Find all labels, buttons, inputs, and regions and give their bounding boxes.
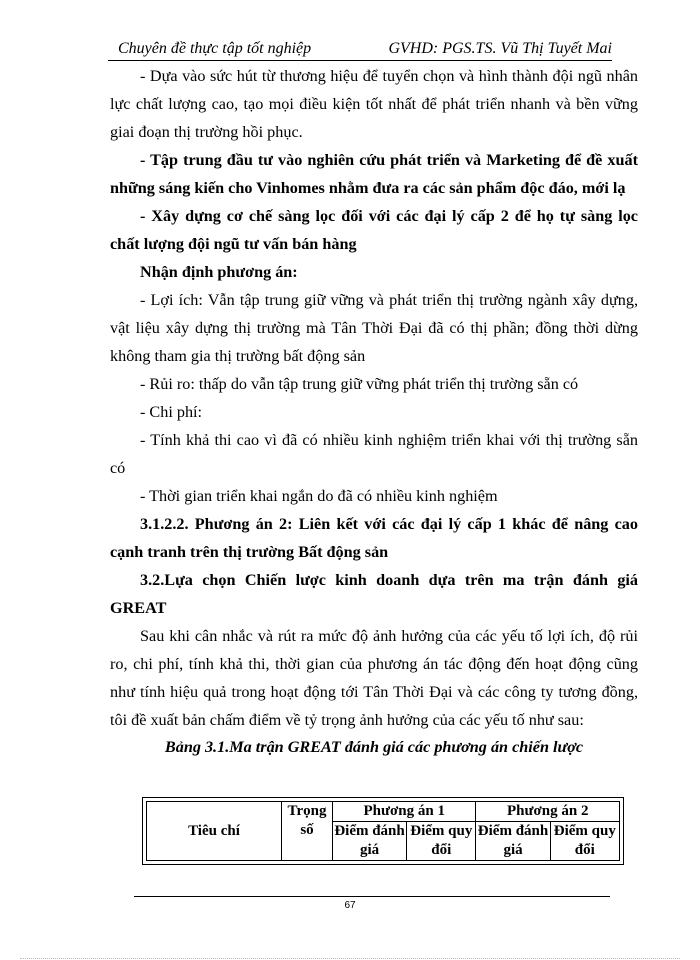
paragraph: - Thời gian triển khai ngắn do đã có nhiều kinh nghiệm: [140, 487, 498, 505]
option2-header: Phương án 2: [476, 802, 620, 822]
paragraph: - Tập trung đầu tư vào nghiên cứu phát triển và Marketing để đề xuất những sáng kiến cho Vinhomes nhằm đưa ra các sản phẩm độc đáo, mới lạ: [110, 151, 638, 197]
table-header-row: [147, 802, 620, 822]
paragraph: - Rủi ro: thấp do vẫn tập trung giữ vững phát triển thị trường sẵn có: [140, 375, 579, 393]
paragraph: - Dựa vào sức hút từ thương hiệu để tuyển chọn và hình thành đội ngũ nhân lực chất lượng cao, tạo mọi điều kiện tốt nhất để phát triển nhanh và bền vững giai đoạn thị trường hồi phục.: [110, 67, 638, 141]
paragraph: - Xây dựng cơ chế sàng lọc đối với các đại lý cấp 2 để họ tự sàng lọc chất lượng đội ngũ tư vấn bán hàng: [110, 207, 638, 253]
header-left: Chuyên đề thực tập tốt nghiệp: [118, 40, 312, 57]
weight-header: Trọng số: [282, 802, 333, 861]
option1-header: Phương án 1: [333, 802, 476, 822]
option1-score-header: Điểm đánh giá: [333, 822, 407, 861]
page-number: 67: [344, 900, 356, 911]
footer-divider: [134, 896, 610, 897]
page-header: [108, 38, 612, 61]
page-body: [110, 62, 638, 756]
paragraph: - Lợi ích: Vẫn tập trung giữ vững và phát triển thị trường ngành xây dựng, vật liệu xây dựng thị trường mà Tân Thời Đại đã có thị phần; đồng thời dừng không tham gia thị trường bất động sản: [110, 291, 638, 365]
paragraph: Sau khi cân nhắc và rút ra mức độ ảnh hưởng của các yếu tố lợi ích, độ rủi ro, chi phí, tính khả thi, thời gian của phương án tác động đến hoạt động cũng như tính hiệu quả trong hoạt động tới Tân Thời Đại và các công ty tương đồng, tôi đề xuất bản chấm điểm về tỷ trọng ảnh hưởng của các yếu tố như sau:: [110, 627, 638, 729]
paragraph: - Tính khả thi cao vì đã có nhiều kinh nghiệm triển khai với thị trường sẵn có: [110, 431, 638, 477]
criteria-header: Tiêu chí: [147, 802, 282, 861]
header-right: GVHD: PGS.TS. Vũ Thị Tuyết Mai: [388, 40, 612, 57]
subsection-heading: 3.1.2.2. Phương án 2: Liên kết với các đại lý cấp 1 khác để nâng cao cạnh tranh trên thị trường Bất động sản: [110, 515, 638, 561]
option2-score-header: Điểm đánh giá: [476, 822, 550, 861]
section-label: Nhận định phương án:: [140, 263, 298, 281]
section-heading: 3.2.Lựa chọn Chiến lược kinh doanh dựa trên ma trận đánh giá GREAT: [110, 571, 638, 617]
paragraph: - Chi phí:: [140, 403, 203, 421]
option2-converted-header: Điểm quy đổi: [550, 822, 619, 861]
great-matrix-table: [146, 801, 620, 861]
table-caption: Bảng 3.1.Ma trận GREAT đánh giá các phương án chiến lược: [164, 738, 584, 756]
page-break-divider: [20, 958, 680, 959]
option1-converted-header: Điểm quy đổi: [407, 822, 476, 861]
